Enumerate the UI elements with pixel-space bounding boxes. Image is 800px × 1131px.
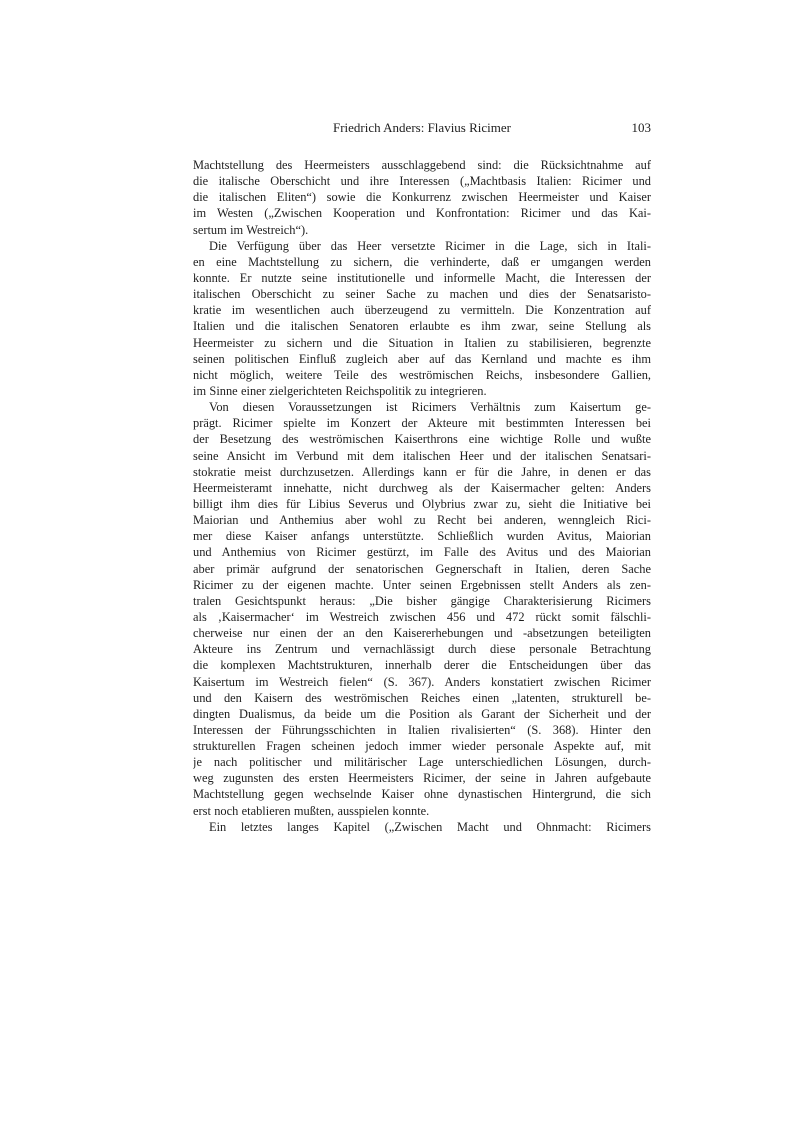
text-line: billigt ihm dies für Libius Severus und Olybrius zwar zu, sieht die Initiative bei: [193, 496, 651, 511]
text-line: kratie im wesentlichen auch überzeugend zu vermitteln. Die Konzentration auf: [193, 303, 651, 318]
text-line: als ‚Kaisermacher‘ im Westreich zwischen 456 und 472 rückt somit fälschli-: [193, 609, 651, 624]
text-line: Kaisertum im Westreich fielen“ (S. 367). Anders konstatiert zwischen Ricimer: [193, 674, 651, 689]
text-line: en eine Machtstellung zu sichern, die verhinderte, daß er umgangen werden: [193, 254, 651, 269]
paragraph: [193, 238, 651, 399]
text-line: im Sinne einer zielgerichteten Reichspolitik zu integrieren.: [193, 383, 487, 398]
text-line: je nach politischer und militärischer Lage unterschiedlichen Lösungen, durch-: [193, 755, 651, 770]
text-line: Interessen der Führungsschichten in Italien rivalisierten“ (S. 368). Hinter den: [193, 722, 651, 737]
text-line: Ein letztes langes Kapitel („Zwischen Macht und Ohnmacht: Ricimers: [209, 819, 651, 834]
running-header-title: Friedrich Anders: Flavius Ricimer: [332, 120, 511, 135]
page-number: 103: [631, 120, 651, 135]
text-line: sertum im Westreich“).: [193, 222, 309, 237]
text-line: Von diesen Voraussetzungen ist Ricimers Verhältnis zum Kaisertum ge-: [209, 400, 651, 415]
text-line: italischen Oberschicht zu seiner Sache zu machen und dies der Senatsaristo-: [193, 287, 651, 302]
text-line: nicht möglich, weitere Teile des weströmischen Reichs, insbesondere Gallien,: [193, 367, 651, 382]
text-line: stokratie meist durchzusetzen. Allerdings kann er für die Jahre, in denen er das: [193, 464, 651, 479]
text-line: Heermeisteramt innehatte, nicht durchweg als der Kaisermacher gelten: Anders: [193, 480, 651, 495]
text-line: erst noch etablieren mußten, ausspielen konnte.: [193, 803, 430, 818]
text-line: Maiorian und Anthemius aber wohl zu Recht bei anderen, wenngleich Rici-: [193, 513, 651, 528]
text-line: strukturellen Fragen scheinen jedoch immer wieder personale Aspekte auf, mit: [193, 739, 651, 754]
text-line: dingten Dualismus, da beide um die Position als Garant der Sicherheit und der: [193, 706, 651, 721]
text-block: [193, 157, 651, 835]
paragraph: [193, 399, 651, 819]
text-line: seine Ansicht im Verbund mit dem italischen Heer und der italischen Senatsari-: [193, 448, 651, 463]
text-line: Ricimer zu der eigenen machte. Unter seinen Ergebnissen stellt Anders als zen-: [193, 577, 651, 592]
text-line: Machtstellung des Heermeisters ausschlaggebend sind: die Rücksichtnahme auf: [193, 158, 651, 172]
text-line: Akteure ins Zentrum und vernachlässigt durch diese personale Betrachtung: [193, 642, 651, 657]
text-line: mer diese Kaiser anfangs unterstützte. Schließlich wurden Avitus, Maiorian: [193, 529, 651, 544]
text-line: im Westen („Zwischen Kooperation und Konfrontation: Ricimer und das Kai-: [193, 206, 651, 221]
text-line: die italische Oberschicht und ihre Interessen („Machtbasis Italien: Ricimer und: [193, 174, 651, 189]
text-line: Machtstellung gegen wechselnde Kaiser ohne dynastischen Hintergrund, die sich: [193, 787, 651, 802]
text-line: Die Verfügung über das Heer versetzte Ricimer in die Lage, sich in Itali-: [209, 238, 651, 253]
text-line: die komplexen Machtstrukturen, innerhalb derer die Entscheidungen über das: [193, 658, 651, 673]
text-line: Heermeister zu sichern und die Situation in Italien zu stabilisieren, begrenzte: [193, 335, 651, 350]
text-line: konnte. Er nutzte seine institutionelle und informelle Macht, die Interessen der: [193, 270, 651, 285]
text-line: seinen politischen Einfluß zugleich aber auf das Kernland und machte es ihm: [193, 351, 651, 366]
text-line: prägt. Ricimer spielte im Konzert der Akteure mit bestimmten Interessen bei: [193, 416, 651, 431]
text-line: weg zugunsten des ersten Heermeisters Ricimer, der seine in Jahren aufgebaute: [193, 771, 651, 786]
paragraph: [193, 157, 651, 238]
text-line: Italien und die italischen Senatoren erlaubte es ihm zwar, seine Stellung als: [193, 319, 651, 334]
text-line: und Anthemius von Ricimer gestürzt, im Falle des Avitus und des Maiorian: [193, 545, 651, 560]
paragraph: [193, 819, 651, 835]
text-line: tralen Gesichtspunkt heraus: „Die bisher gängige Charakterisierung Ricimers: [193, 593, 651, 608]
text-line: und den Kaisern des weströmischen Reiches einen „latenten, strukturell be-: [193, 690, 651, 705]
text-line: cherweise nur einen der an den Kaisererhebungen und -absetzungen beteiligten: [193, 626, 651, 641]
text-line: die italischen Eliten“) sowie die Konkurrenz zwischen Heermeister und Kaiser: [193, 190, 651, 205]
text-line: der Besetzung des weströmischen Kaiserthrons eine wichtige Rolle und wußte: [193, 432, 651, 447]
text-line: aber primär aufgrund der senatorischen Gegnerschaft in Italien, deren Sache: [193, 561, 651, 576]
running-header: [193, 119, 651, 136]
